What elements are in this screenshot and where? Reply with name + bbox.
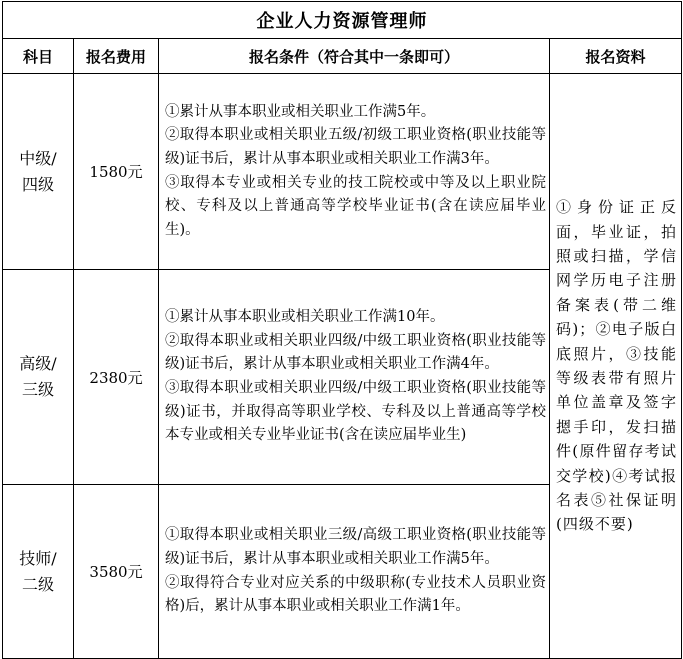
condition-item: ①累计从事本职业或相关职业工作满5年。	[165, 103, 436, 120]
level-cell	[3, 74, 74, 270]
conditions-cell	[159, 270, 550, 485]
condition-item: ②取得本职业或相关职业四级/中级工职业资格(职业技能等级)证书后，累计从事本职业或相关职业工作满4年。	[165, 332, 546, 373]
condition-item: ③取得本职业或相关职业四级/中级工职业资格(职业技能等级)证书，并取得高等职业学校、专科及以上普通高等学校本专业或相关专业毕业证书(含在读应届毕业生)	[165, 380, 546, 444]
level-line: 高级/	[19, 354, 57, 373]
table-title: 企业人力资源管理师	[3, 2, 682, 39]
conditions-cell	[159, 485, 550, 659]
condition-item: ①累计从事本职业或相关职业工作满10年。	[165, 309, 445, 326]
level-line: 技师/	[19, 548, 57, 568]
condition-item: ①取得本职业或相关职业三级/高级工职业资格(职业技能等级)证书后，累计从事本职业或相关职业工作满5年。	[165, 527, 546, 567]
registration-table	[2, 1, 682, 659]
level-cell	[3, 270, 74, 485]
fee-cell: 2380元	[74, 270, 159, 485]
header-materials: 报名资料	[550, 39, 682, 74]
level-cell	[3, 485, 74, 659]
fee-cell: 3580元	[74, 485, 159, 659]
header-conditions: 报名条件（符合其中一条即可）	[159, 39, 550, 74]
materials-cell: ①身份证正反面，毕业证，拍照或扫描，学信网学历电子注册备案表(带二维码)；②电子版白底照片，③技能等级表带有照片单位盖章及签字摁手印，发扫描件(原件留存考试交学校)④考试报名表⑤社保证明(四级不要)	[550, 74, 682, 659]
table-row	[3, 74, 682, 270]
condition-item: ③取得本专业或相关专业的技工院校或中等及以上职业院校、专科及以上普通高等学校毕业证书(含在读应届毕业生)。	[165, 174, 546, 238]
header-fee: 报名费用	[74, 39, 159, 74]
fee-cell: 1580元	[74, 74, 159, 270]
level-line: 二级	[21, 574, 54, 594]
conditions-cell	[159, 74, 550, 270]
level-line: 三级	[21, 380, 54, 399]
level-line: 中级/	[19, 148, 57, 168]
header-subject: 科目	[3, 39, 74, 74]
level-line: 四级	[21, 174, 54, 194]
condition-item: ②取得本职业或相关职业五级/初级工职业资格(职业技能等级)证书后，累计从事本职业或相关职业工作满3年。	[165, 127, 546, 167]
condition-item: ②取得符合专业对应关系的中级职称(专业技术人员职业资格)后，累计从事本职业或相关职业工作满1年。	[165, 574, 546, 615]
